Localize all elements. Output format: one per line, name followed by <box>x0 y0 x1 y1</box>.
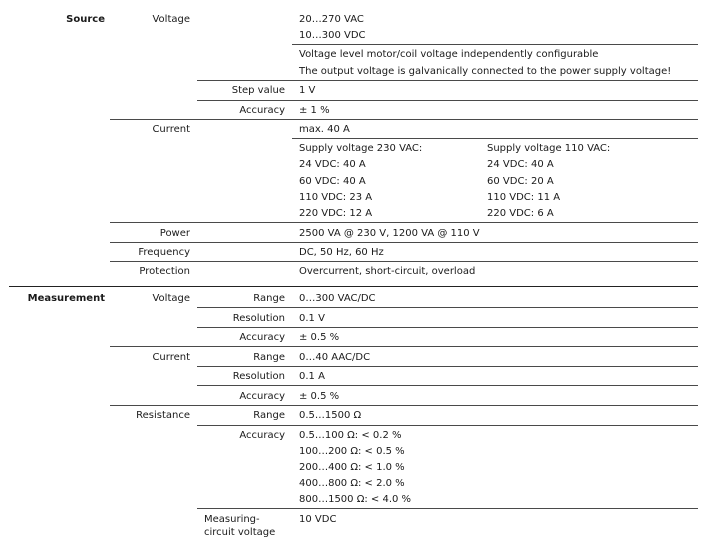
label-voltage-resolution: Resolution <box>232 313 285 324</box>
value-measuring-circuit-voltage: 10 VDC <box>299 514 337 525</box>
label-resistance: Resistance <box>136 410 190 421</box>
header-supply-230: Supply voltage 230 VAC: <box>299 143 423 154</box>
value-source-voltage-ac: 20…270 VAC <box>299 14 364 25</box>
label-power: Power <box>159 228 190 239</box>
note-voltage-configurable: Voltage level motor/coil voltage independently configurable <box>299 49 599 60</box>
value-current-accuracy: ± 0.5 % <box>299 391 340 402</box>
value-source-accuracy: ± 1 % <box>299 105 330 116</box>
divider <box>197 100 698 101</box>
divider <box>197 385 698 386</box>
supply-110-line: 60 VDC: 20 A <box>487 176 554 187</box>
label-voltage-accuracy: Accuracy <box>239 332 285 343</box>
divider <box>110 405 698 406</box>
divider <box>197 425 698 426</box>
divider <box>292 44 698 45</box>
header-supply-110: Supply voltage 110 VAC: <box>487 143 611 154</box>
resistance-accuracy-line: 0.5…100 Ω: < 0.2 % <box>299 430 402 441</box>
label-resistance-range: Range <box>253 410 285 421</box>
divider <box>110 242 698 243</box>
label-current-range: Range <box>253 352 285 363</box>
label-measuring-circuit-voltage-2: circuit voltage <box>204 527 276 538</box>
value-step-value: 1 V <box>299 85 316 96</box>
divider <box>292 138 698 139</box>
supply-110-line: 220 VDC: 6 A <box>487 208 554 219</box>
divider <box>110 261 698 262</box>
divider <box>197 366 698 367</box>
supply-230-line: 110 VDC: 23 A <box>299 192 373 203</box>
section-title-source: Source <box>66 14 105 25</box>
divider <box>197 508 698 509</box>
label-step-value: Step value <box>231 85 285 96</box>
value-voltage-accuracy: ± 0.5 % <box>299 332 340 343</box>
section-divider <box>9 286 698 287</box>
label-source-current: Current <box>152 124 190 135</box>
divider <box>197 327 698 328</box>
supply-230-line: 60 VDC: 40 A <box>299 176 366 187</box>
label-frequency: Frequency <box>138 247 190 258</box>
resistance-accuracy-line: 400…800 Ω: < 2.0 % <box>299 478 405 489</box>
label-resistance-accuracy: Accuracy <box>239 430 285 441</box>
value-protection: Overcurrent, short-circuit, overload <box>299 266 476 277</box>
supply-230-line: 220 VDC: 12 A <box>299 208 373 219</box>
section-title-measurement: Measurement <box>27 293 105 304</box>
value-voltage-resolution: 0.1 V <box>299 313 325 324</box>
divider <box>110 119 698 120</box>
label-current-accuracy: Accuracy <box>239 391 285 402</box>
divider <box>197 307 698 308</box>
value-resistance-range: 0.5…1500 Ω <box>299 410 362 421</box>
value-frequency: DC, 50 Hz, 60 Hz <box>299 247 384 258</box>
resistance-accuracy-line: 200…400 Ω: < 1.0 % <box>299 462 405 473</box>
note-galvanic-connection: The output voltage is galvanically connected to the power supply voltage! <box>299 66 672 77</box>
resistance-accuracy-line: 800…1500 Ω: < 4.0 % <box>299 494 412 505</box>
supply-230-line: 24 VDC: 40 A <box>299 159 366 170</box>
label-measuring-circuit-voltage-1: Measuring- <box>204 514 260 525</box>
label-source-voltage: Voltage <box>152 14 190 25</box>
label-measurement-current: Current <box>152 352 190 363</box>
label-protection: Protection <box>139 266 190 277</box>
label-voltage-range: Range <box>253 293 285 304</box>
label-measurement-voltage: Voltage <box>152 293 190 304</box>
value-voltage-range: 0…300 VAC/DC <box>299 293 376 304</box>
value-power: 2500 VA @ 230 V, 1200 VA @ 110 V <box>299 228 480 239</box>
value-current-max: max. 40 A <box>299 124 350 135</box>
divider <box>197 80 698 81</box>
divider <box>110 222 698 223</box>
supply-110-line: 110 VDC: 11 A <box>487 192 561 203</box>
label-current-resolution: Resolution <box>232 371 285 382</box>
label-source-accuracy: Accuracy <box>239 105 285 116</box>
value-current-range: 0…40 AAC/DC <box>299 352 371 363</box>
divider <box>110 346 698 347</box>
resistance-accuracy-line: 100…200 Ω: < 0.5 % <box>299 446 405 457</box>
value-source-voltage-dc: 10…300 VDC <box>299 30 366 41</box>
value-current-resolution: 0.1 A <box>299 371 325 382</box>
supply-110-line: 24 VDC: 40 A <box>487 159 554 170</box>
